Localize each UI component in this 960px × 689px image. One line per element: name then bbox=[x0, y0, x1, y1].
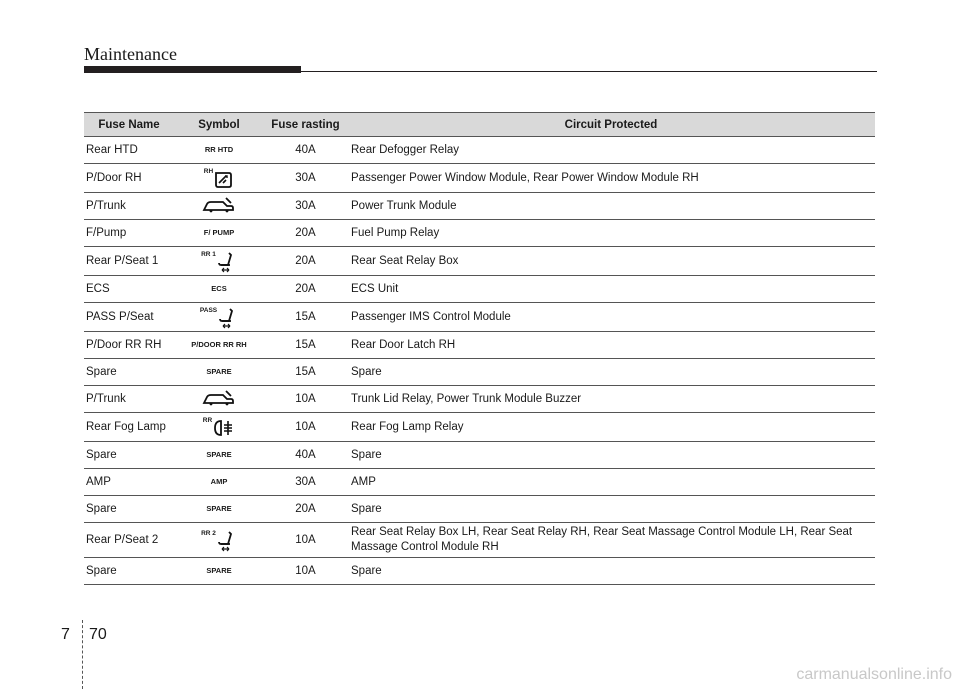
fuse-rating-cell: 15A bbox=[264, 332, 347, 359]
fuse-symbol bbox=[206, 360, 231, 384]
table-row bbox=[84, 193, 875, 220]
col-header-fuse-rating: Fuse rasting bbox=[264, 113, 347, 137]
fuse-rating-cell: 15A bbox=[264, 359, 347, 386]
table-row bbox=[84, 247, 875, 276]
fuse-rating-cell: 30A bbox=[264, 193, 347, 220]
fuse-symbol-cell bbox=[174, 523, 264, 558]
fuse-name-cell: Spare bbox=[84, 442, 174, 469]
fuse-rating-cell: 10A bbox=[264, 386, 347, 413]
fuse-symbol-cell bbox=[174, 164, 264, 193]
fuse-symbol bbox=[191, 333, 246, 357]
circuit-protected-cell: Rear Seat Relay Box bbox=[347, 247, 875, 276]
table-row bbox=[84, 332, 875, 359]
fuse-symbol bbox=[200, 307, 238, 331]
fuse-rating-cell: 10A bbox=[264, 523, 347, 558]
fuse-symbol bbox=[206, 559, 231, 583]
fuse-symbol-cell bbox=[174, 558, 264, 585]
fuse-symbol-label: SPARE bbox=[206, 504, 232, 513]
fuse-name-cell: F/Pump bbox=[84, 220, 174, 247]
circuit-protected-cell: Trunk Lid Relay, Power Trunk Module Buzzer bbox=[347, 386, 875, 413]
fog-lamp-icon bbox=[213, 418, 235, 441]
fuse-symbol-cell bbox=[174, 496, 264, 523]
fuse-symbol-label: F/ PUMP bbox=[203, 228, 235, 237]
circuit-protected-cell: Spare bbox=[347, 442, 875, 469]
fuse-symbol bbox=[201, 387, 237, 411]
circuit-protected-cell: Rear Seat Relay Box LH, Rear Seat Relay RH, Rear Seat Massage Control Module LH, Rear Seat Massage Control Module RH bbox=[347, 523, 875, 558]
col-header-symbol: Symbol bbox=[174, 113, 264, 137]
col-header-fuse-name: Fuse Name bbox=[84, 113, 174, 137]
fuse-name-cell: Spare bbox=[84, 359, 174, 386]
circuit-protected-cell: ECS Unit bbox=[347, 276, 875, 303]
fuse-table bbox=[84, 112, 875, 585]
fuse-symbol-label: AMP bbox=[210, 477, 228, 486]
fuse-name-cell: Spare bbox=[84, 558, 174, 585]
fuse-table-body bbox=[84, 137, 875, 585]
footer-divider bbox=[82, 620, 84, 689]
fuse-rating-cell: 20A bbox=[264, 276, 347, 303]
fuse-symbol bbox=[205, 138, 233, 162]
trunk-icon bbox=[201, 196, 237, 217]
fuse-symbol bbox=[204, 168, 234, 192]
fuse-name-cell: Rear Fog Lamp bbox=[84, 413, 174, 442]
fuse-symbol bbox=[211, 470, 228, 494]
circuit-protected-cell: Power Trunk Module bbox=[347, 193, 875, 220]
col-header-circuit-protected: Circuit Protected bbox=[347, 113, 875, 137]
fuse-name-cell: Rear HTD bbox=[84, 137, 174, 164]
fuse-symbol-cell bbox=[174, 442, 264, 469]
fuse-name-cell: PASS P/Seat bbox=[84, 303, 174, 332]
fuse-symbol bbox=[204, 221, 234, 245]
header-rule bbox=[301, 71, 877, 72]
circuit-protected-cell: Spare bbox=[347, 359, 875, 386]
fuse-symbol-label: RR bbox=[202, 417, 213, 424]
fuse-symbol bbox=[211, 277, 226, 301]
fuse-symbol-label: RR 2 bbox=[201, 530, 216, 537]
table-row bbox=[84, 164, 875, 193]
fuse-rating-cell: 10A bbox=[264, 413, 347, 442]
fuse-symbol-label: ECS bbox=[211, 284, 227, 293]
table-row bbox=[84, 137, 875, 164]
fuse-symbol-label: SPARE bbox=[206, 367, 232, 376]
fuse-rating-cell: 40A bbox=[264, 137, 347, 164]
watermark: carmanualsonline.info bbox=[796, 666, 952, 683]
circuit-protected-cell: AMP bbox=[347, 469, 875, 496]
fuse-rating-cell: 30A bbox=[264, 469, 347, 496]
table-row bbox=[84, 523, 875, 558]
table-row bbox=[84, 303, 875, 332]
fuse-rating-cell: 30A bbox=[264, 164, 347, 193]
fuse-symbol-cell bbox=[174, 220, 264, 247]
fuse-symbol-cell bbox=[174, 386, 264, 413]
fuse-rating-cell: 20A bbox=[264, 496, 347, 523]
fuse-symbol-cell bbox=[174, 247, 264, 276]
fuse-name-cell: ECS bbox=[84, 276, 174, 303]
table-row bbox=[84, 386, 875, 413]
fuse-rating-cell: 20A bbox=[264, 220, 347, 247]
fuse-symbol-label: SPARE bbox=[206, 566, 232, 575]
fuse-symbol bbox=[201, 251, 237, 275]
seat-icon bbox=[217, 251, 237, 276]
table-row bbox=[84, 220, 875, 247]
table-row bbox=[84, 413, 875, 442]
trunk-icon bbox=[201, 389, 237, 410]
fuse-symbol-cell bbox=[174, 276, 264, 303]
table-header-row bbox=[84, 113, 875, 137]
fuse-symbol-label: RH bbox=[203, 168, 214, 175]
fuse-symbol bbox=[206, 497, 231, 521]
fuse-name-cell: AMP bbox=[84, 469, 174, 496]
circuit-protected-cell: Passenger Power Window Module, Rear Power Window Module RH bbox=[347, 164, 875, 193]
table-row bbox=[84, 359, 875, 386]
table-row bbox=[84, 558, 875, 585]
fuse-symbol bbox=[203, 417, 235, 441]
table-row bbox=[84, 442, 875, 469]
fuse-symbol-label: RR HTD bbox=[204, 145, 234, 154]
fuse-symbol-cell bbox=[174, 359, 264, 386]
table-row bbox=[84, 496, 875, 523]
circuit-protected-cell: Rear Fog Lamp Relay bbox=[347, 413, 875, 442]
fuse-name-cell: P/Door RR RH bbox=[84, 332, 174, 359]
seat-icon bbox=[217, 530, 237, 555]
fuse-symbol-label: SPARE bbox=[206, 450, 232, 459]
chapter-number: 7 bbox=[61, 626, 70, 643]
page-number: 70 bbox=[89, 626, 107, 643]
fuse-symbol-label: PASS bbox=[199, 307, 218, 314]
fuse-symbol-cell bbox=[174, 332, 264, 359]
seat-icon bbox=[218, 307, 238, 332]
table-row bbox=[84, 276, 875, 303]
fuse-rating-cell: 20A bbox=[264, 247, 347, 276]
fuse-symbol-cell bbox=[174, 193, 264, 220]
circuit-protected-cell: Rear Door Latch RH bbox=[347, 332, 875, 359]
fuse-symbol-label: RR 1 bbox=[201, 251, 216, 258]
header-bar bbox=[84, 66, 301, 73]
fuse-name-cell: Rear P/Seat 2 bbox=[84, 523, 174, 558]
circuit-protected-cell: Fuel Pump Relay bbox=[347, 220, 875, 247]
fuse-name-cell: Rear P/Seat 1 bbox=[84, 247, 174, 276]
fuse-symbol bbox=[206, 443, 231, 467]
fuse-symbol bbox=[201, 530, 237, 554]
fuse-symbol bbox=[201, 194, 237, 218]
fuse-symbol-cell bbox=[174, 413, 264, 442]
fuse-symbol-cell bbox=[174, 469, 264, 496]
circuit-protected-cell: Rear Defogger Relay bbox=[347, 137, 875, 164]
table-row bbox=[84, 469, 875, 496]
fuse-rating-cell: 40A bbox=[264, 442, 347, 469]
fuse-name-cell: P/Door RH bbox=[84, 164, 174, 193]
fuse-rating-cell: 15A bbox=[264, 303, 347, 332]
fuse-symbol-label: P/DOOR RR RH bbox=[191, 340, 247, 349]
circuit-protected-cell: Spare bbox=[347, 496, 875, 523]
circuit-protected-cell: Spare bbox=[347, 558, 875, 585]
page-title: Maintenance bbox=[84, 44, 177, 64]
fuse-name-cell: Spare bbox=[84, 496, 174, 523]
fuse-name-cell: P/Trunk bbox=[84, 193, 174, 220]
fuse-rating-cell: 10A bbox=[264, 558, 347, 585]
fuse-symbol-cell bbox=[174, 303, 264, 332]
fuse-name-cell: P/Trunk bbox=[84, 386, 174, 413]
door-window-icon bbox=[214, 170, 234, 191]
circuit-protected-cell: Passenger IMS Control Module bbox=[347, 303, 875, 332]
fuse-symbol-cell bbox=[174, 137, 264, 164]
